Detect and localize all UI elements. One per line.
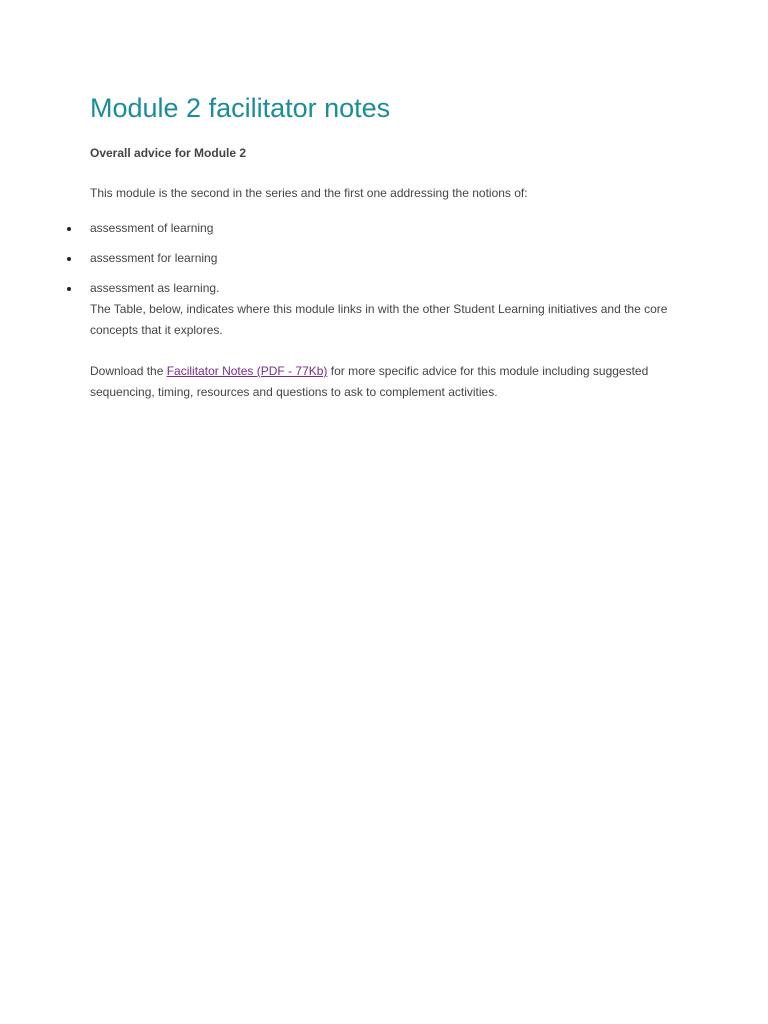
bullet-icon (67, 227, 71, 231)
page-title: Module 2 facilitator notes (90, 93, 391, 123)
facilitator-notes-link[interactable]: Facilitator Notes (PDF - 77Kb) (166, 364, 328, 378)
download-suffix: for more specific advice for this module including suggested sequencing, timing, resources and questions to ask to complement activities. (90, 364, 649, 399)
intro-paragraph: This module is the second in the series and the first one addressing the notions of: (90, 186, 528, 200)
bullet-icon (67, 287, 71, 291)
section-subheading: Overall advice for Module 2 (90, 146, 247, 160)
download-paragraph (90, 361, 690, 403)
list-item (90, 248, 690, 269)
list-item-text: assessment as learning. (90, 281, 220, 295)
list-item (90, 218, 690, 239)
download-prefix: Download the (90, 364, 167, 378)
document-content (90, 88, 690, 403)
list-item (90, 278, 690, 341)
table-note-text: The Table, below, indicates where this module links in with the other Student Learning initiatives and the core concepts that it explores. (90, 302, 668, 337)
list-item-text: assessment for learning (90, 251, 218, 265)
notions-list (90, 218, 690, 341)
bullet-icon (67, 257, 71, 261)
list-item-text: assessment of learning (90, 221, 214, 235)
